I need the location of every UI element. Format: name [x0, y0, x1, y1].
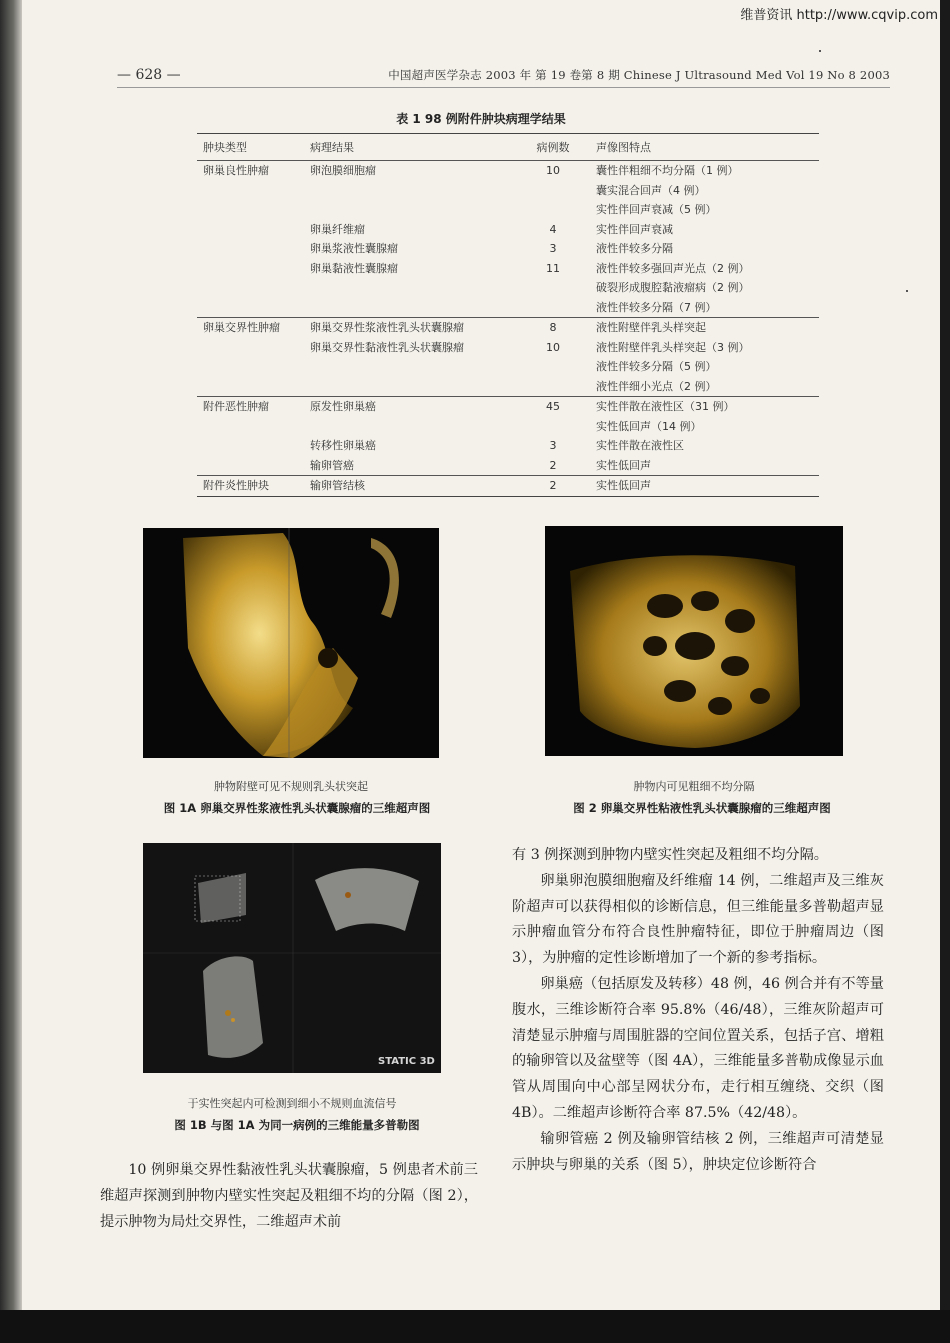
- cell-sonographic-feature: 实性伴散在液性区: [596, 439, 684, 452]
- cell-tumor-type: [197, 417, 304, 437]
- paragraph-right-1: 卵巢卵泡膜细胞瘤及纤维瘤 14 例，二维超声及三维灰阶超声可以获得相似的诊断信息，但三维能量多普勒超声显示肿瘤血管分布符合良性肿瘤特征，即位于肿瘤周边（图 3），为肿瘤的定性诊断增加了一个新的参考指标。: [512, 872, 884, 967]
- cell-tumor-type: [197, 239, 304, 259]
- table-row: [197, 200, 819, 220]
- table-row: [197, 220, 819, 240]
- table-row: [197, 181, 819, 201]
- figure-1b-subcaption: 于实性突起内可检测到细小不规则血流信号: [187, 1097, 397, 1110]
- col-header-pathology: 病理结果: [304, 134, 516, 161]
- cell-case-count: 10: [516, 161, 590, 181]
- cell-sonographic-feature: 实性低回声: [590, 476, 819, 497]
- static-3d-logo: STATIC 3D: [378, 1056, 435, 1067]
- figure-1a-image: [143, 528, 439, 758]
- figure-1a-subcaption: 肿物附壁可见不规则乳头状突起: [214, 780, 368, 793]
- table-title: 表 1 98 例附件肿块病理学结果: [396, 112, 566, 126]
- cell-case-count: 3: [549, 242, 557, 255]
- cell-case-count: [516, 278, 590, 298]
- left-column-text: [100, 1158, 478, 1235]
- cell-tumor-type: [197, 456, 304, 476]
- cell-sonographic-feature: 液性附壁伴乳头样突起: [590, 318, 819, 338]
- cell-pathology: 卵巢交界性浆液性乳头状囊腺瘤: [304, 318, 516, 338]
- figure-1b-caption: 图 1B 与图 1A 为同一病例的三维能量多普勒图: [174, 1118, 420, 1132]
- table-row: [197, 278, 819, 298]
- page-number: — 628 —: [117, 67, 181, 83]
- table-row: [197, 318, 819, 338]
- cell-tumor-type: [197, 357, 304, 377]
- cell-tumor-type: [197, 181, 304, 201]
- pathology-table: [197, 133, 819, 497]
- cell-sonographic-feature: 液性伴较多强回声光点（2 例）: [596, 261, 750, 275]
- table-row: [197, 456, 819, 476]
- cell-tumor-type: [197, 278, 304, 298]
- cell-tumor-type: [197, 338, 304, 358]
- table-row: [197, 377, 819, 397]
- cell-pathology: 卵巢交界性黏液性乳头状囊腺瘤: [310, 340, 464, 354]
- running-header: [22, 67, 940, 87]
- journal-citation: 中国超声医学杂志 2003 年 第 19 卷第 8 期 Chinese J Ultrasound Med Vol 19 No 8 2003: [388, 68, 890, 82]
- cell-case-count: [516, 181, 590, 201]
- cell-case-count: 2: [549, 458, 557, 472]
- cell-tumor-type: [197, 200, 304, 220]
- table-row: [197, 298, 819, 318]
- cell-case-count: [516, 200, 590, 220]
- cell-tumor-type: 附件炎性肿块: [197, 476, 304, 497]
- cell-tumor-type: 附件恶性肿瘤: [197, 397, 304, 417]
- cell-pathology: [304, 278, 516, 298]
- cell-case-count: 2: [516, 476, 590, 497]
- cell-pathology: 输卵管癌: [310, 458, 354, 472]
- cell-case-count: 11: [546, 261, 560, 275]
- cell-case-count: 10: [546, 340, 560, 354]
- cell-sonographic-feature: 实性低回声（14 例）: [596, 419, 702, 433]
- cell-sonographic-feature: 液性伴较多分隔: [596, 242, 673, 255]
- table-header-row: [197, 134, 819, 161]
- cell-case-count: 4: [549, 222, 557, 236]
- cell-case-count: [516, 298, 590, 318]
- right-column-text: [512, 843, 884, 1178]
- journal-page: [22, 0, 940, 1310]
- cell-sonographic-feature: 囊实混合回声（4 例）: [596, 183, 706, 197]
- scan-bottom-edge: [0, 1310, 950, 1343]
- cell-tumor-type: 卵巢良性肿瘤: [197, 161, 304, 181]
- cell-sonographic-feature: 实性伴回声衰减: [596, 222, 673, 236]
- figure-1b-image: [143, 843, 441, 1073]
- cell-pathology: 输卵管结核: [304, 476, 516, 497]
- cell-case-count: [516, 417, 590, 437]
- cell-case-count: 45: [516, 397, 590, 417]
- cell-pathology: [304, 357, 516, 377]
- figure-2-subcaption: 肿物内可见粗细不均分隔: [633, 780, 755, 793]
- table-row: [197, 476, 819, 497]
- table-row: [197, 239, 819, 259]
- cell-sonographic-feature: 液性伴较多分隔（5 例）: [596, 360, 717, 373]
- table-row: [197, 338, 819, 358]
- cell-case-count: [516, 357, 590, 377]
- cell-pathology: 转移性卵巢癌: [310, 439, 376, 452]
- cell-tumor-type: [197, 436, 304, 456]
- cell-pathology: 卵泡膜细胞瘤: [304, 161, 516, 181]
- cell-pathology: [304, 298, 516, 318]
- cell-case-count: 3: [549, 439, 557, 452]
- figure-2-image: [545, 526, 843, 756]
- cell-sonographic-feature: 破裂形成腹腔黏液瘤病（2 例）: [596, 281, 750, 294]
- table-row: [197, 436, 819, 456]
- paragraph-left-1: 10 例卵巢交界性黏液性乳头状囊腺瘤，5 例患者术前三维超声探测到肿物内壁实性突起及粗细不均的分隔（图 2），提示肿物为局灶交界性，二维超声术前: [100, 1162, 478, 1230]
- cell-sonographic-feature: 实性低回声: [596, 458, 651, 472]
- cell-sonographic-feature: 液性附壁伴乳头样突起（3 例）: [596, 340, 750, 354]
- col-header-type: 肿块类型: [197, 134, 304, 161]
- cell-pathology: [304, 377, 516, 397]
- cell-tumor-type: [197, 220, 304, 240]
- table-row: [197, 259, 819, 279]
- col-header-features: 声像图特点: [590, 134, 819, 161]
- cell-pathology: 卵巢纤维瘤: [310, 222, 365, 236]
- paragraph-right-2: 卵巢癌（包括原发及转移）48 例，46 例合并有不等量腹水，三维诊断符合率 95.8%（46/48），三维灰阶超声可清楚显示肿瘤与周围脏器的空间位置关系，包括子宫、增粗的输卵管以及盆壁等（图 4A），三维能量多普勒成像显示血管从周围向中心部呈网状分布，走行相互缠绕、交织（图 4B）。二维超声诊断符合率 87.5%（42/48）。: [512, 975, 884, 1121]
- cell-pathology: 卵巢浆液性囊腺瘤: [310, 242, 398, 255]
- cell-tumor-type: 卵巢交界性肿瘤: [197, 318, 304, 338]
- table-body: [197, 161, 819, 497]
- paragraph-right-3: 输卵管癌 2 例及输卵管结核 2 例，三维超声可清楚显示肿块与卵巢的关系（图 5），肿块定位诊断符合: [512, 1130, 884, 1173]
- table-row: [197, 397, 819, 417]
- cell-tumor-type: [197, 298, 304, 318]
- cell-sonographic-feature: 液性伴细小光点（2 例）: [596, 379, 717, 393]
- table-row: [197, 357, 819, 377]
- cell-sonographic-feature: 囊性伴粗细不均分隔（1 例）: [590, 161, 819, 181]
- figure-1a-caption: 图 1A 卵巢交界性浆液性乳头状囊腺瘤的三维超声图: [163, 801, 431, 815]
- table-row: [197, 417, 819, 437]
- watermark: 维普资讯 http://www.cqvip.com: [740, 8, 938, 23]
- cell-case-count: 8: [516, 318, 590, 338]
- table-row: [197, 161, 819, 181]
- scan-speck: [906, 290, 908, 292]
- cell-pathology: [304, 417, 516, 437]
- cell-tumor-type: [197, 377, 304, 397]
- scan-speck: [819, 50, 821, 52]
- header-rule: [117, 87, 890, 88]
- col-header-cases: 病例数: [516, 134, 590, 161]
- cell-sonographic-feature: 液性伴较多分隔（7 例）: [596, 300, 717, 314]
- cell-pathology: 原发性卵巢癌: [304, 397, 516, 417]
- cell-pathology: [304, 200, 516, 220]
- paragraph-right-0: 有 3 例探测到肿物内壁实性突起及粗细不均分隔。: [512, 847, 828, 863]
- scan-edge-shadow: [0, 0, 22, 1310]
- cell-pathology: [304, 181, 516, 201]
- figure-2-caption: 图 2 卵巢交界性粘液性乳头状囊腺瘤的三维超声图: [573, 801, 831, 815]
- cell-sonographic-feature: 实性伴回声衰减（5 例）: [596, 203, 717, 216]
- cell-pathology: 卵巢黏液性囊腺瘤: [310, 261, 398, 275]
- cell-tumor-type: [197, 259, 304, 279]
- cell-sonographic-feature: 实性伴散在液性区（31 例）: [590, 397, 819, 417]
- cell-case-count: [516, 377, 590, 397]
